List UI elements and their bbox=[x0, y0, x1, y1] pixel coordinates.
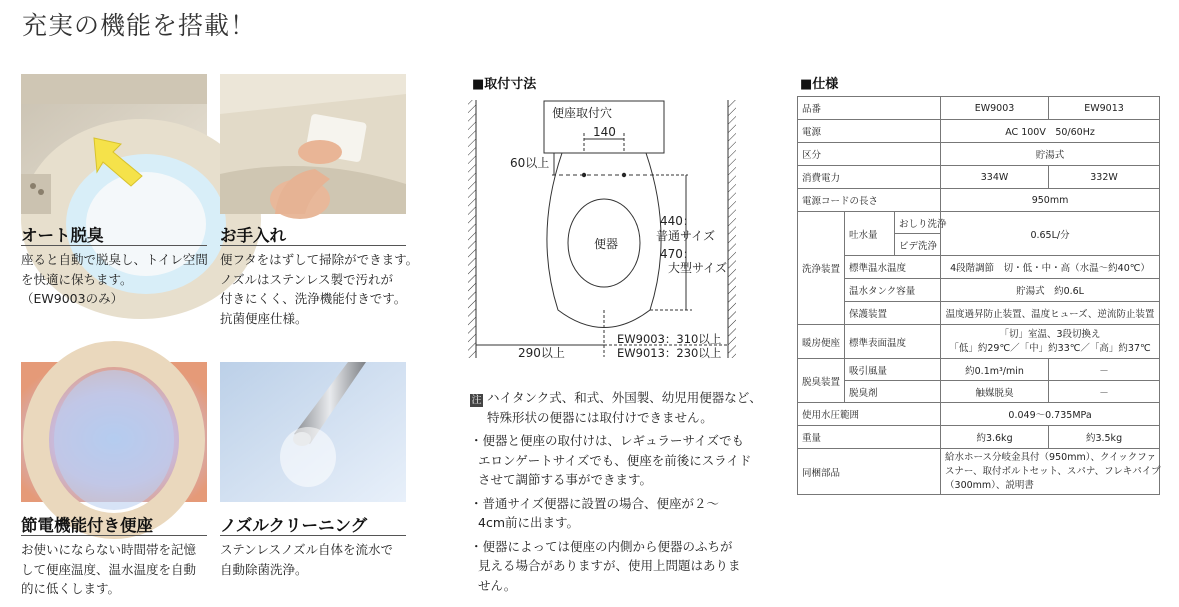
table-row: 温水タンク容量 貯湯式 約0.6L bbox=[798, 279, 1160, 302]
feature-desc-cleaning: 便フタをはずして掃除ができます。 ノズルはステンレス製で汚れが 付きにくく、洗浄機能付きです。 抗菌便座仕様。 bbox=[220, 252, 419, 326]
table-row: 使用水圧範囲 0.049～0.735MPa bbox=[798, 403, 1160, 426]
feature-desc-power-saving: お使いにならない時間帯を記憶 して便座温度、温水温度を自動 的に低くします。 bbox=[21, 542, 197, 596]
feature-title-cleaning: お手入れ bbox=[220, 226, 286, 245]
page-title: 充実の機能を搭載！ bbox=[22, 11, 257, 40]
table-row: 区分 貯湯式 bbox=[798, 143, 1160, 166]
table-row: 消費電力 334W 332W bbox=[798, 166, 1160, 189]
feature-desc-auto-deodorize: 座ると自動で脱臭し、トイレ空間 を快適に保ちます。 （EW9003のみ） bbox=[21, 252, 208, 306]
dim-140: 140 bbox=[593, 125, 616, 139]
table-row: 保護装置 温度過昇防止装置、温度ヒューズ、逆流防止装置 bbox=[798, 302, 1160, 325]
ew9013-clearance: EW9013：230以上 bbox=[617, 346, 722, 360]
divider bbox=[220, 245, 406, 246]
mounting-notes: 注 ハイタンク式、和式、外国製、幼児用便器など、 特殊形状の便器には取付けできません。 ・便器と便座の取付けは、レギュラーサイズでも エロンゲートサイズでも、便座を前後にスライド させて調節する事ができます。 ・普通サイズ便器に設置の場合、便座が２～ 4cm前に出ます。 ・便器によっては便座の内側から便器のふちが 見える場合がありますが、使用上問題はありま せん。 bbox=[470, 390, 762, 593]
divider bbox=[21, 535, 207, 536]
size-regular: 普通サイズ bbox=[656, 229, 716, 243]
dim-60: 60以上 bbox=[510, 156, 550, 170]
dim-290: 290以上 bbox=[518, 346, 565, 360]
table-row: 電源コードの長さ 950mm bbox=[798, 189, 1160, 212]
hole-label: 便座取付穴 bbox=[552, 106, 613, 120]
table-row: 脱臭装置 吸引風量 約0.1m³/min － bbox=[798, 359, 1160, 381]
bowl-label: 便器 bbox=[594, 237, 619, 251]
feature-title-power-saving: 節電機能付き便座 bbox=[21, 516, 153, 535]
table-row: 標準温水温度 4段階調節 切・低・中・高（水温～約40℃） bbox=[798, 256, 1160, 279]
spec-title: ■仕様 bbox=[800, 77, 839, 92]
note-icon: 注 bbox=[471, 395, 482, 406]
mounting-diagram bbox=[460, 95, 750, 365]
feature-title-nozzle-cleaning: ノズルクリーニング bbox=[220, 516, 368, 535]
dim-440: 440： bbox=[660, 214, 695, 228]
table-row: 洗浄装置 吐水量 おしり洗浄 0.65L/分 bbox=[798, 212, 1160, 234]
cleaning-photo bbox=[220, 74, 406, 214]
spec-table bbox=[797, 96, 1160, 495]
feature-title-auto-deodorize: オート脱臭 bbox=[21, 226, 104, 245]
table-row: 暖房便座 標準表面温度 「切」室温、3段切換え 「低」約29℃／「中」約33℃／「高」約37℃ bbox=[798, 325, 1160, 359]
divider bbox=[21, 245, 207, 246]
table-row: ビデ洗浄 bbox=[798, 234, 1160, 256]
table-row: 同梱部品 給水ホース分岐金具付（950mm）、クイックファ スナー、取付ボルトセット、スパナ、フレキパイプ （300mm）、説明書 bbox=[798, 449, 1160, 495]
table-row: 品番 EW9003 EW9013 bbox=[798, 97, 1160, 120]
table-row: 電源 AC 100V 50/60Hz bbox=[798, 120, 1160, 143]
size-large: 大型サイズ bbox=[668, 261, 728, 275]
power-saving-seat-photo bbox=[21, 362, 207, 502]
nozzle-cleaning-photo bbox=[220, 362, 406, 502]
divider bbox=[220, 535, 406, 536]
feature-desc-nozzle-cleaning: ステンレスノズル自体を流水で 自動除菌洗浄。 bbox=[220, 542, 393, 577]
mounting-dimensions-title: ■取付寸法 bbox=[472, 77, 537, 92]
dim-470: 470： bbox=[660, 247, 695, 261]
ew9003-clearance: EW9003：310以上 bbox=[617, 332, 722, 346]
table-row: 脱臭剤 触媒脱臭 － bbox=[798, 381, 1160, 403]
table-row: 重量 約3.6kg 約3.5kg bbox=[798, 426, 1160, 449]
auto-deodorize-photo bbox=[21, 74, 207, 214]
